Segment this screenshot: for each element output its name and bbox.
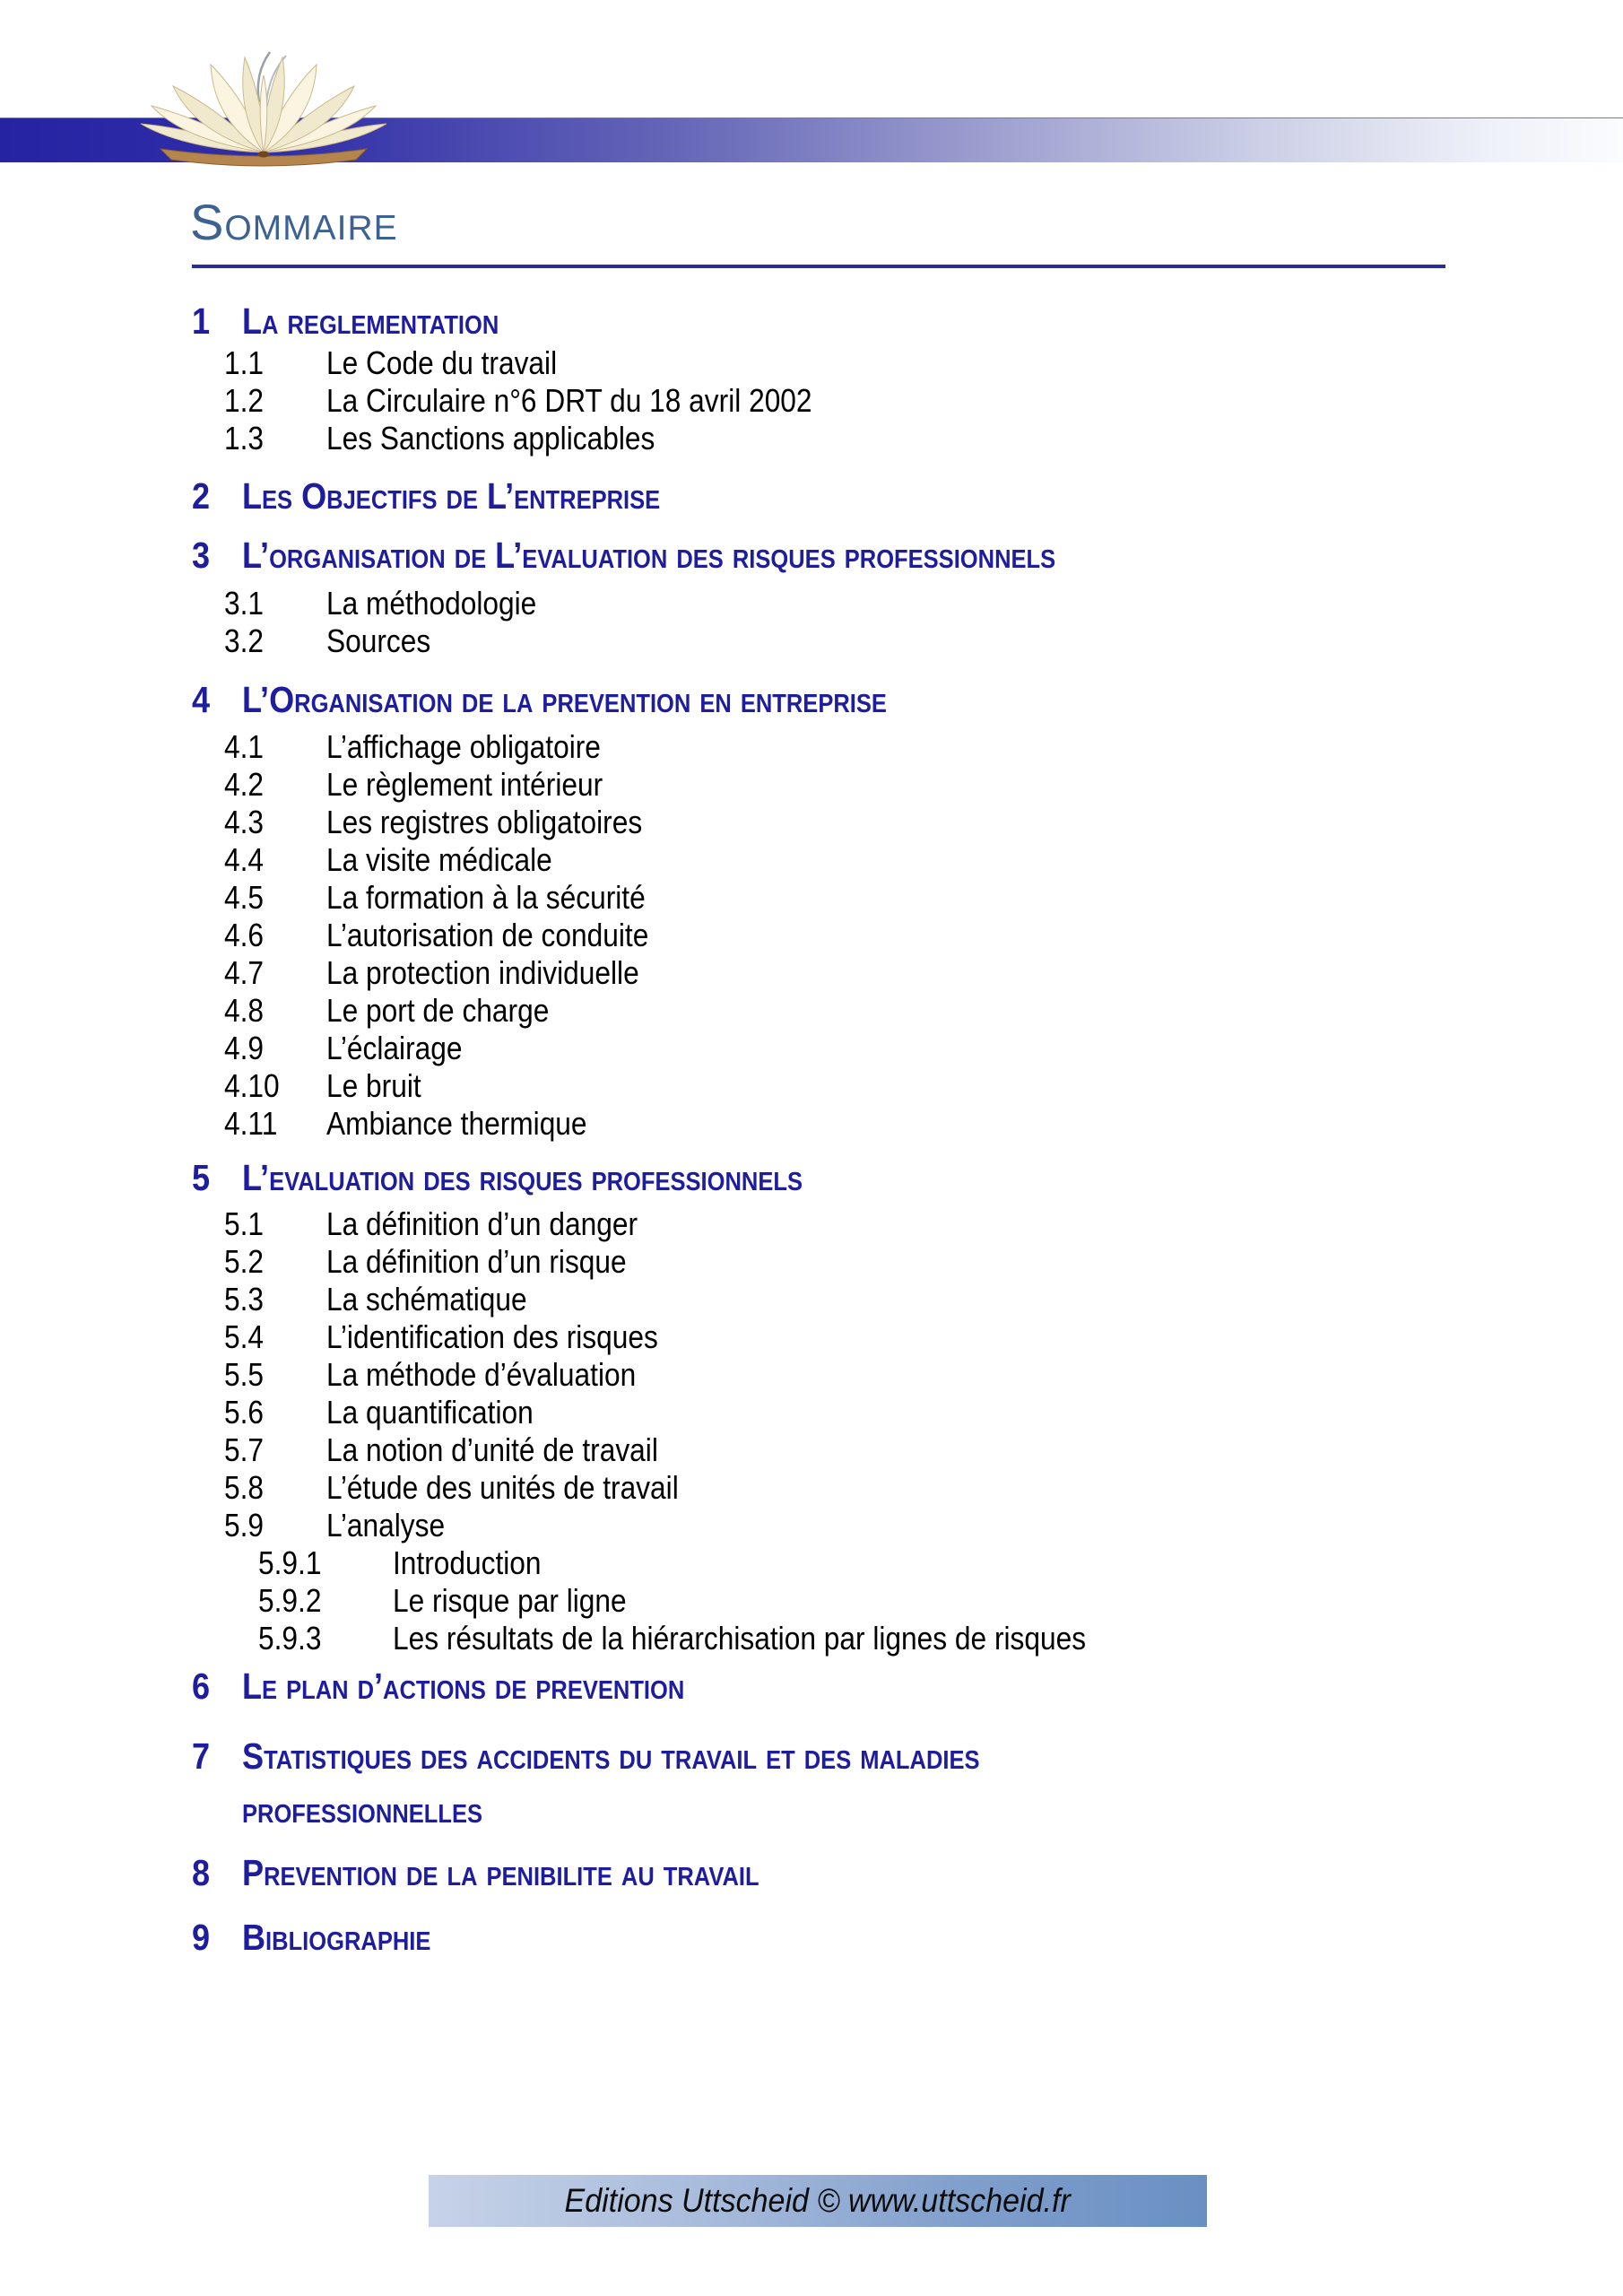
toc-item <box>192 841 692 879</box>
toc-item <box>192 382 878 420</box>
section-number: 9 <box>192 1917 211 1958</box>
toc-item <box>192 420 878 457</box>
toc-subitem <box>192 1544 1180 1582</box>
item-number: 4.1 <box>224 728 265 765</box>
item-number: 4.9 <box>224 1030 265 1066</box>
section-label: L’organisation de L’evaluation des risques professionnels <box>242 535 1056 576</box>
toc-item <box>192 344 878 382</box>
item-label: La schématique <box>326 1281 527 1318</box>
section-heading-6 <box>192 1664 745 1709</box>
item-number: 4.2 <box>224 766 265 803</box>
section-heading-4 <box>192 677 975 722</box>
item-number: 1.2 <box>224 382 265 419</box>
item-number: 5.3 <box>224 1281 265 1318</box>
item-label: Le Code du travail <box>326 344 558 381</box>
section-label: Bibliographie <box>242 1917 431 1958</box>
item-number: 4.10 <box>224 1067 280 1104</box>
toc-subitem <box>192 1620 1180 1657</box>
item-number: 5.7 <box>224 1431 265 1468</box>
item-label: La Circulaire n°6 DRT du 18 avril 2002 <box>326 382 812 419</box>
toc-item <box>192 1105 692 1143</box>
item-number: 5.2 <box>224 1243 265 1280</box>
subitem-number: 5.9.2 <box>258 1582 322 1619</box>
subitem-number: 5.9.3 <box>258 1620 322 1657</box>
item-number: 4.5 <box>224 879 265 916</box>
section-number: 4 <box>192 679 211 720</box>
toc-item <box>192 1281 726 1318</box>
item-number: 5.6 <box>224 1394 265 1431</box>
section-heading-2 <box>192 474 717 518</box>
toc-item <box>192 917 692 954</box>
item-number: 5.5 <box>224 1356 265 1393</box>
toc-item <box>192 1469 726 1507</box>
item-label: L’éclairage <box>326 1030 463 1066</box>
item-number: 1.3 <box>224 420 265 457</box>
item-label: Le bruit <box>326 1067 421 1104</box>
item-label: La notion d’unité de travail <box>326 1431 658 1468</box>
section-3-items <box>192 585 565 660</box>
item-label: La méthode d’évaluation <box>326 1356 637 1393</box>
section-number: 3 <box>192 535 211 576</box>
section-label-line2: professionnelles <box>242 1789 483 1831</box>
toc-item <box>192 1356 726 1394</box>
item-number: 3.1 <box>224 585 265 622</box>
section-number: 5 <box>192 1157 211 1198</box>
section-4-items <box>192 728 692 1143</box>
section-heading-8 <box>192 1850 829 1895</box>
item-label: Les registres obligatoires <box>326 804 643 840</box>
item-number: 5.4 <box>224 1318 265 1355</box>
toc-item <box>192 766 692 804</box>
item-number: 4.7 <box>224 954 265 991</box>
item-number: 4.3 <box>224 804 265 840</box>
section-number: 8 <box>192 1852 211 1893</box>
subitem-label: Introduction <box>393 1544 542 1581</box>
open-book-icon <box>133 50 395 170</box>
item-label: La quantification <box>326 1394 534 1431</box>
toc-item <box>192 585 565 622</box>
section-label: L’Organisation de la prevention en entreprise <box>242 679 887 720</box>
section-label: La reglementation <box>242 300 499 342</box>
section-label <box>242 1734 980 1832</box>
item-number: 4.11 <box>224 1105 278 1142</box>
item-number: 1.1 <box>224 344 265 381</box>
item-label: La définition d’un danger <box>326 1205 638 1242</box>
section-label: Le plan d’actions de prevention <box>242 1665 685 1707</box>
item-number: 5.9 <box>224 1507 265 1544</box>
item-label: La formation à la sécurité <box>326 879 646 916</box>
subitem-label: Les résultats de la hiérarchisation par lignes de risques <box>393 1620 1087 1657</box>
toc-item <box>192 992 692 1030</box>
toc-item <box>192 1205 726 1243</box>
title-rule <box>192 265 1445 268</box>
section-heading-9 <box>192 1915 456 1960</box>
footer-text: Editions Uttscheid © www.uttscheid.fr <box>564 2182 1072 2219</box>
section-5-items <box>192 1205 726 1544</box>
item-number: 4.8 <box>224 992 265 1029</box>
section-1-items <box>192 344 878 457</box>
section-number: 6 <box>192 1665 211 1707</box>
toc-item <box>192 804 692 841</box>
item-label: L’affichage obligatoire <box>326 728 601 765</box>
toc-item <box>192 1318 726 1356</box>
page-title: Sommaire <box>190 194 398 250</box>
section-label: Prevention de la penibilite au travail <box>242 1852 759 1893</box>
item-label: Le port de charge <box>326 992 550 1029</box>
item-label: Les Sanctions applicables <box>326 420 655 457</box>
section-number: 7 <box>192 1735 211 1777</box>
item-number: 4.4 <box>224 841 265 878</box>
section-heading-3 <box>192 533 1167 578</box>
toc-subitem <box>192 1582 1180 1620</box>
item-label: L’étude des unités de travail <box>326 1469 679 1506</box>
toc-item <box>192 1243 726 1281</box>
footer-bar <box>429 2175 1207 2227</box>
item-label: La visite médicale <box>326 841 552 878</box>
toc-item <box>192 1067 692 1105</box>
toc-item <box>192 1431 726 1469</box>
section-label: Les Objectifs de L’entreprise <box>242 475 661 517</box>
toc-item <box>192 622 565 660</box>
section-label: L’evaluation des risques professionnels <box>242 1157 803 1198</box>
section-5-subitems <box>192 1544 1180 1657</box>
item-label: L’autorisation de conduite <box>326 917 649 953</box>
item-label: Sources <box>326 622 431 659</box>
item-number: 3.2 <box>224 622 265 659</box>
item-label: La protection individuelle <box>326 954 639 991</box>
item-number: 5.1 <box>224 1205 265 1242</box>
toc-item <box>192 728 692 766</box>
item-number: 5.8 <box>224 1469 265 1506</box>
item-label: L’identification des risques <box>326 1318 658 1355</box>
section-heading-1 <box>192 299 534 344</box>
section-heading-7 <box>192 1734 1081 1832</box>
toc-item <box>192 1030 692 1067</box>
item-number: 4.6 <box>224 917 265 953</box>
subitem-number: 5.9.1 <box>258 1544 322 1581</box>
toc-item <box>192 879 692 917</box>
toc-item <box>192 1394 726 1431</box>
section-heading-5 <box>192 1155 879 1200</box>
section-label-line1: Statistiques des accidents du travail et des maladies <box>242 1735 980 1777</box>
toc-item <box>192 954 692 992</box>
item-label: La définition d’un risque <box>326 1243 627 1280</box>
item-label: La méthodologie <box>326 585 537 622</box>
item-label: Le règlement intérieur <box>326 766 603 803</box>
item-label: Ambiance thermique <box>326 1105 587 1142</box>
section-number: 2 <box>192 475 211 517</box>
toc-item <box>192 1507 726 1544</box>
section-number: 1 <box>192 300 211 342</box>
item-label: L’analyse <box>326 1507 446 1544</box>
subitem-label: Le risque par ligne <box>393 1582 627 1619</box>
